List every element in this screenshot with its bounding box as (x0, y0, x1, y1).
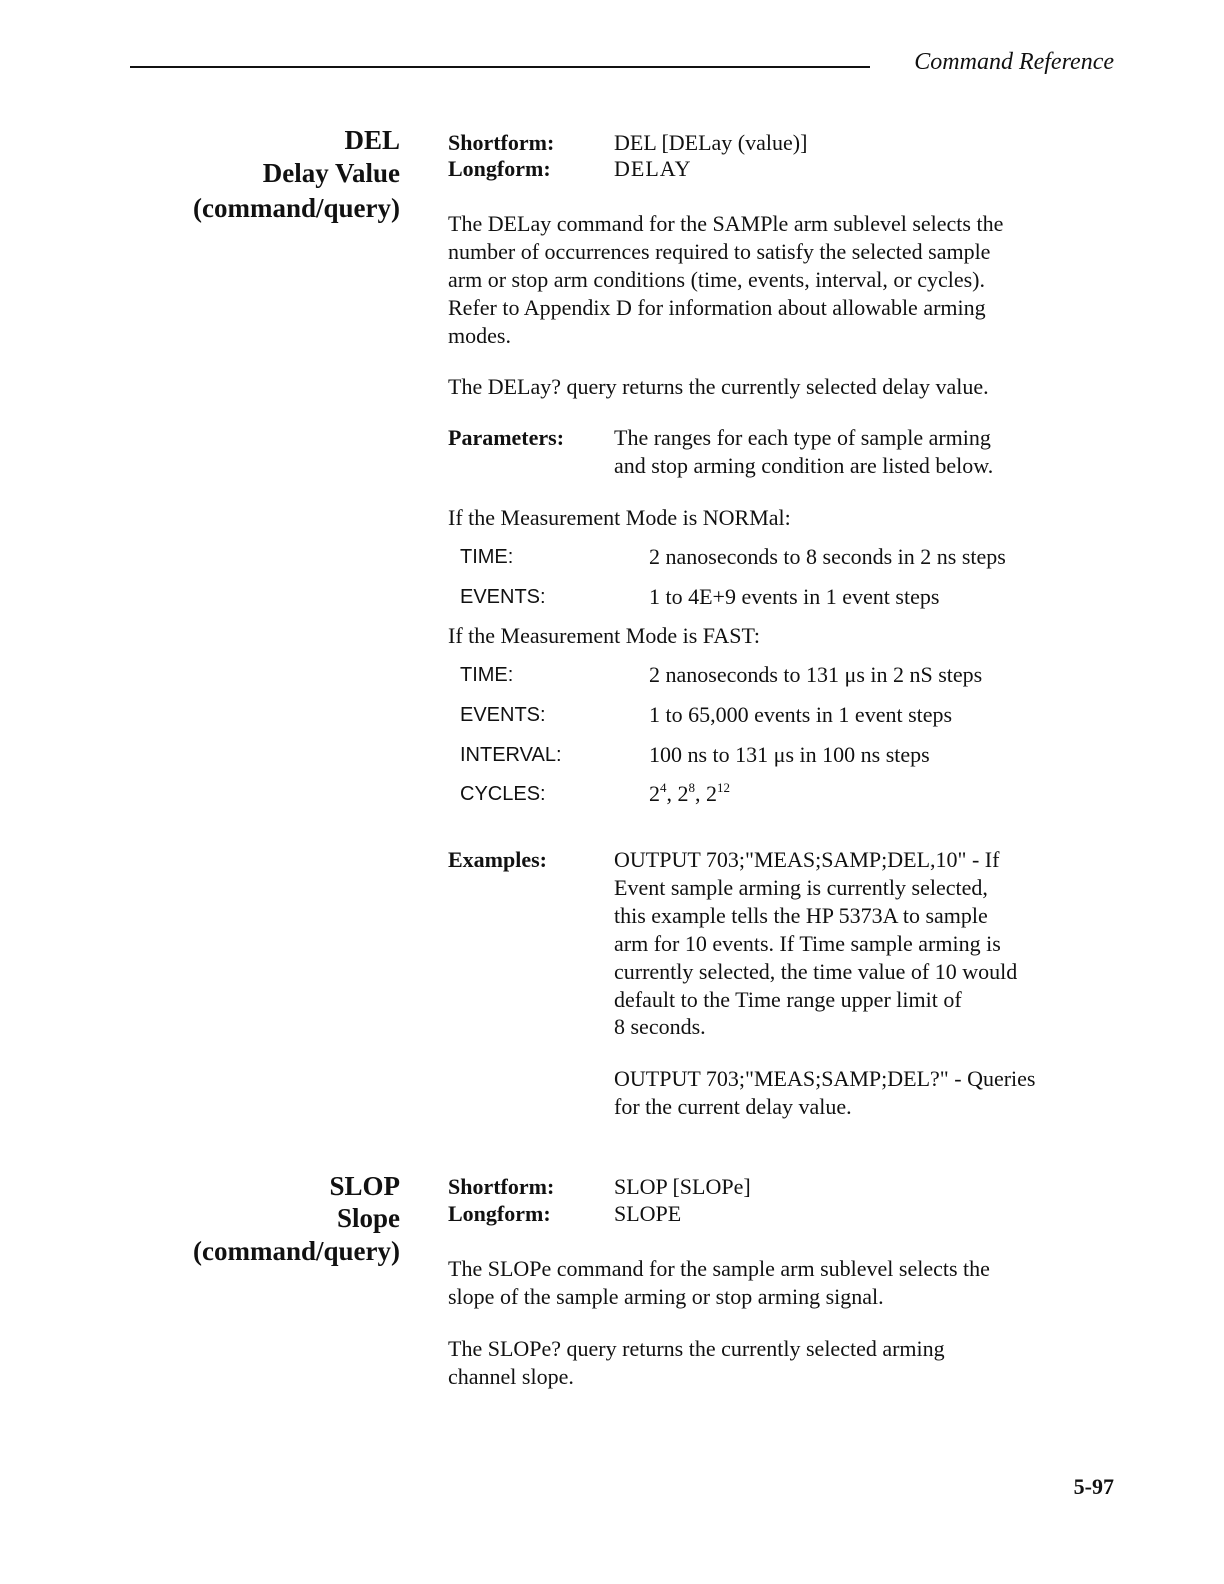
description-line: arm or stop arm conditions (time, events, interval, or cycles). (448, 267, 986, 292)
query-description: The DELay? query returns the currently selected delay value. (448, 374, 989, 399)
parameters-line: The ranges for each type of sample arming (614, 425, 991, 450)
cycles-exponent: 8 (688, 780, 695, 795)
slop-heading: SLOP (329, 1171, 400, 1201)
example-line: currently selected, the time value of 10 would (614, 959, 1018, 984)
parameters-line: and stop arming condition are listed below. (614, 453, 994, 478)
shortform-value: DEL [DELay (value)] (614, 130, 808, 155)
range-value: 2 nanoseconds to 8 seconds in 2 ns steps (649, 544, 1006, 569)
range-value: 1 to 4E+9 events in 1 event steps (649, 584, 940, 609)
longform-value: DELAY (614, 156, 692, 181)
description-line: number of occurrences required to satisfy the selected sample (448, 239, 991, 264)
del-type: (command/query) (193, 193, 400, 223)
description-line: modes. (448, 323, 511, 348)
longform-value: SLOPE (614, 1201, 682, 1226)
range-label: EVENTS: (460, 704, 546, 726)
example-line: Event sample arming is currently selected, (614, 875, 988, 900)
cycles-base: 2 (706, 781, 717, 806)
description-line: The DELay command for the SAMPle arm sublevel selects the (448, 211, 1004, 236)
cycles-exponent: 4 (660, 780, 667, 795)
range-label: CYCLES: (460, 783, 546, 805)
fast-mode-intro: If the Measurement Mode is FAST: (448, 623, 760, 648)
query-description: The SLOPe? query returns the currently selected arming (448, 1336, 945, 1361)
running-header: Command Reference (914, 49, 1114, 75)
example-line: OUTPUT 703;"MEAS;SAMP;DEL,10" - If (614, 847, 1000, 872)
query-description: channel slope. (448, 1364, 574, 1389)
example-line: this example tells the HP 5373A to sample (614, 903, 988, 928)
example-line: OUTPUT 703;"MEAS;SAMP;DEL?" - Queries (614, 1066, 1036, 1091)
page-number: 5-97 (1073, 1474, 1114, 1499)
normal-mode-intro: If the Measurement Mode is NORMal: (448, 505, 791, 530)
example-line: 8 seconds. (614, 1014, 706, 1039)
range-label: INTERVAL: (460, 744, 562, 766)
slop-subheading: Slope (336, 1203, 400, 1233)
cycles-exponent: 12 (717, 780, 730, 795)
examples-label: Examples: (448, 847, 547, 872)
parameters-label: Parameters: (448, 425, 565, 450)
longform-label: Longform: (448, 1201, 551, 1226)
range-value: 2 nanoseconds to 131 μs in 2 nS steps (649, 662, 983, 687)
example-line: arm for 10 events. If Time sample arming is (614, 931, 1001, 956)
cycles-base: 2 (677, 781, 689, 806)
header-rule (130, 66, 870, 68)
range-label: EVENTS: (460, 586, 546, 608)
range-label: TIME: (460, 546, 514, 568)
example-line: default to the Time range upper limit of (614, 987, 962, 1012)
shortform-label: Shortform: (448, 1174, 555, 1199)
shortform-value: SLOP [SLOPe] (614, 1174, 751, 1199)
shortform-label: Shortform: (448, 130, 555, 155)
del-heading: DEL (344, 125, 400, 155)
cycles-base: 2 (649, 781, 660, 806)
range-value: 100 ns to 131 μs in 100 ns steps (649, 742, 930, 767)
range-value: 1 to 65,000 events in 1 event steps (649, 702, 953, 727)
example-line: for the current delay value. (614, 1094, 852, 1119)
longform-label: Longform: (448, 156, 551, 181)
description-line: slope of the sample arming or stop arming signal. (448, 1284, 884, 1309)
del-subheading: Delay Value (262, 158, 400, 188)
range-value-cycles: $2^4$, $2^8$, $2^{12}$ (649, 780, 730, 806)
description-line: Refer to Appendix D for information about allowable arming (448, 295, 986, 320)
description-line: The SLOPe command for the sample arm sublevel selects the (448, 1256, 990, 1281)
slop-type: (command/query) (193, 1236, 400, 1266)
range-label: TIME: (460, 664, 514, 686)
